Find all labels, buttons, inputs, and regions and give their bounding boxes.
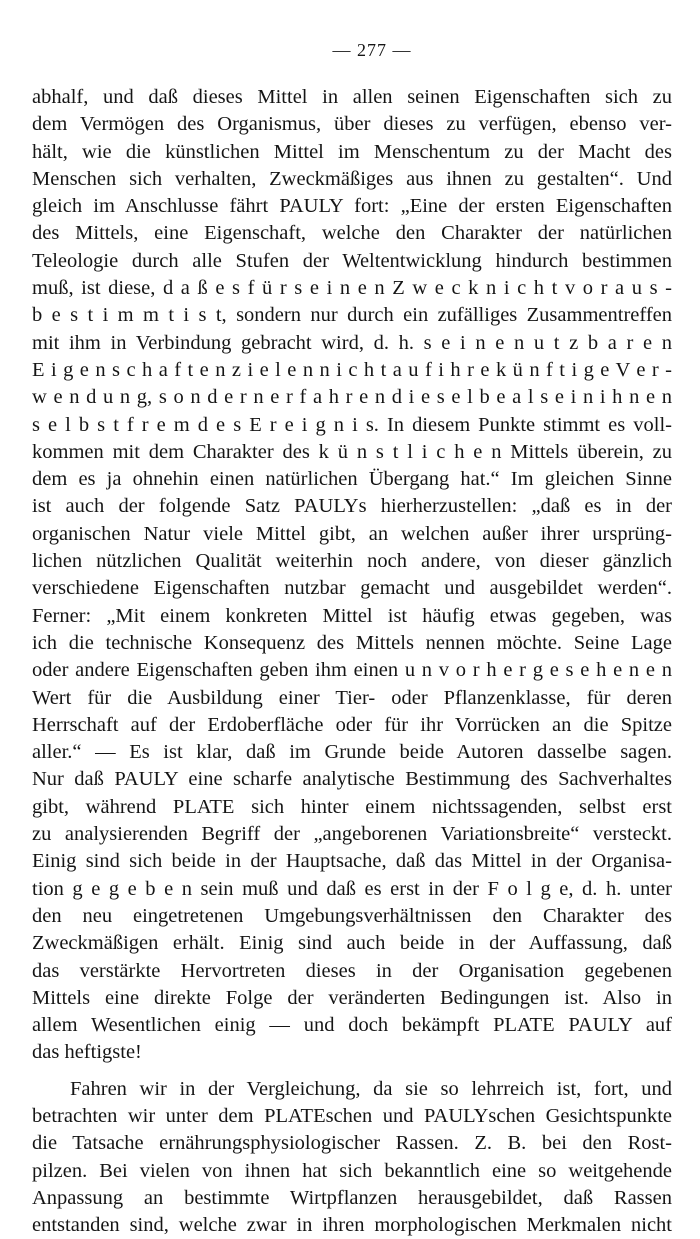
text-line: Zweckmäßigen erhält. Einig sind auch beide in der Auffassung, daß bbox=[32, 932, 672, 955]
text-line: Teleologie durch alle Stufen der Weltentwicklung hindurch bestimmen bbox=[32, 249, 672, 272]
page-number: — 277 — bbox=[332, 40, 412, 60]
text-line: aller.“ — Es ist klar, daß im Grunde beide Autoren dasselbe sagen. bbox=[32, 741, 672, 764]
text-line: abhalf, und daß dieses Mittel in allen seinen Eigenschaften sich zu bbox=[32, 86, 672, 108]
text-line: s e l b s t f r e m d e s E r e i g n i s. In diesem Punkte stimmt es voll- bbox=[32, 413, 672, 436]
text-line: entstanden sind, welche zwar in ihren morphologischen Merkmalen nicht bbox=[32, 1214, 672, 1237]
text-line: Wert für die Ausbildung einer Tier- oder Pflanzenklasse, für deren bbox=[32, 686, 672, 709]
text-line: das verstärkte Hervortreten dieses in der Organisation gegebenen bbox=[32, 959, 672, 982]
text-line: die Tatsache ernährungsphysiologischer Rassen. Z. B. bei den Rost- bbox=[32, 1132, 672, 1155]
text-line: Ferner: „Mit einem konkreten Mittel ist häufig etwas gegeben, was bbox=[32, 604, 672, 627]
text-line: dem Vermögen des Organismus, über dieses zu verfügen, ebenso ver- bbox=[32, 113, 672, 136]
text-line: allem Wesentlichen einig — und doch bekämpft PLATE PAULY auf bbox=[32, 1014, 672, 1037]
text-line: dem es ja ohnehin einen natürlichen Übergang hat.“ Im gleichen Sinne bbox=[32, 468, 672, 491]
text-line: Herrschaft auf der Erdoberfläche oder für ihr Vorrücken an die Spitze bbox=[32, 713, 672, 736]
text-line: Fahren wir in der Vergleichung, da sie so lehrreich ist, fort, und bbox=[70, 1077, 672, 1100]
text-line: tion g e g e b e n sein muß und daß es erst in der F o l g e, d. h. unter bbox=[32, 877, 672, 900]
text-line: w e n d u n g, s o n d e r n e r f a h r e n d i e s e l b e a l s e i n i h n e n bbox=[32, 386, 672, 409]
text-line: organischen Natur viele Mittel gibt, an welchen außer ihrer ursprüng- bbox=[32, 522, 672, 545]
text-line: E i g e n s c h a f t e n z i e l e n n i c h t a u f i h r e k ü n f t i g e V e r - bbox=[32, 358, 672, 381]
text-line: pilzen. Bei vielen von ihnen hat sich bekanntlich eine so weitgehende bbox=[32, 1159, 672, 1182]
text-line: Menschen sich verhalten, Zweckmäßiges aus ihnen zu gestalten“. Und bbox=[32, 167, 672, 190]
text-line: Mittels eine direkte Folge der veränderten Bedingungen ist. Also in bbox=[32, 986, 672, 1009]
text-line: oder andere Eigenschaften geben ihm einen u n v o r h e r g e s e h e n e n bbox=[32, 659, 672, 682]
text-line: das heftigste! bbox=[32, 1041, 142, 1064]
text-line: des Mittels, eine Eigenschaft, welche den Charakter der natürlichen bbox=[32, 222, 672, 245]
text-line: kommen mit dem Charakter des k ü n s t l i c h e n Mittels überein, zu bbox=[32, 440, 672, 463]
text-line: mit ihm in Verbindung gebracht wird, d. h. s e i n e n u t z b a r e n bbox=[32, 331, 672, 354]
text-line: betrachten wir unter dem PLATEschen und PAULYschen Gesichtspunkte bbox=[32, 1104, 672, 1127]
book-page bbox=[32, 40, 672, 1239]
paragraph-gap bbox=[32, 1067, 672, 1076]
text-line: lichen nützlichen Qualität weiterhin noch andere, von dieser gänzlich bbox=[32, 550, 672, 573]
text-line: ist auch der folgende Satz PAULYs hierherzustellen: „daß es in der bbox=[32, 495, 672, 518]
text-line: ich die technische Konsequenz des Mittels nennen möchte. Seine Lage bbox=[32, 631, 672, 654]
text-line: Einig sind sich beide in der Hauptsache, daß das Mittel in der Organisa- bbox=[32, 850, 672, 873]
paragraph-1 bbox=[32, 84, 672, 1067]
text-line: verschiedene Eigenschaften nutzbar gemacht und ausgebildet werden“. bbox=[32, 577, 672, 600]
text-line: zu analysierenden Begriff der „angeborenen Variationsbreite“ versteckt. bbox=[32, 823, 672, 846]
text-line: hält, wie die künstlichen Mittel im Menschentum zu der Macht des bbox=[32, 140, 672, 163]
text-line: den neu eingetretenen Umgebungsverhältnissen den Charakter des bbox=[32, 904, 672, 927]
text-line: muß, ist diese, d a ß e s f ü r s e i n e n Z w e c k n i c h t v o r a u s - bbox=[32, 277, 672, 300]
text-line: gibt, während PLATE sich hinter einem nichtssagenden, selbst erst bbox=[32, 795, 672, 818]
paragraph-2 bbox=[32, 1076, 672, 1239]
text-line: Anpassung an bestimmte Wirtpflanzen herausgebildet, daß Rassen bbox=[32, 1186, 672, 1209]
text-line: Nur daß PAULY eine scharfe analytische Bestimmung des Sachverhaltes bbox=[32, 768, 672, 791]
text-line: b e s t i m m t i s t, sondern nur durch ein zufälliges Zusammentreffen bbox=[32, 304, 672, 327]
text-line: gleich im Anschlusse fährt PAULY fort: „Eine der ersten Eigenschaften bbox=[32, 195, 672, 218]
